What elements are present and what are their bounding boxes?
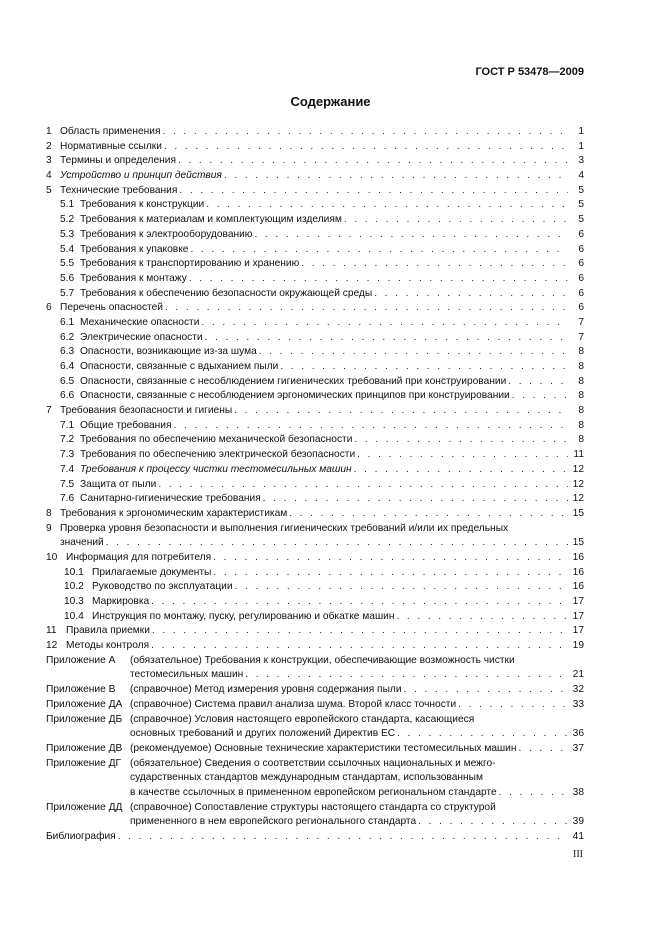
appendix-page: 37: [572, 742, 584, 754]
toc-entry[interactable]: [46, 244, 584, 259]
toc-entry-page: 4: [578, 170, 584, 182]
appendix-line: [46, 699, 584, 714]
leader-dots: [189, 273, 568, 284]
leader-dots: [499, 787, 568, 798]
toc-entry-number: 7.5: [60, 478, 75, 490]
toc-entry[interactable]: [46, 390, 584, 405]
toc-entry-title-cont: значений: [60, 537, 104, 549]
toc-entry-number: 10.1: [64, 566, 84, 578]
appendix-text: в качестве ссылочных в примененном европейском региональном стандарте: [130, 786, 497, 798]
leader-dots: [301, 258, 568, 269]
toc-entry[interactable]: [46, 376, 584, 391]
toc-entry-page: 17: [572, 596, 584, 607]
appendix-key: Приложение В: [46, 684, 116, 696]
toc-entry[interactable]: [46, 640, 584, 655]
toc-entry-number: 10: [46, 551, 58, 563]
appendix-entry[interactable]: [46, 699, 584, 714]
toc-entry-page: 3: [578, 155, 584, 167]
leader-dots: [357, 449, 568, 460]
toc-entry-number: 5.2: [60, 214, 75, 226]
toc-entry[interactable]: [46, 317, 584, 332]
leader-dots: [151, 596, 568, 607]
toc-entry-page: 8: [578, 405, 584, 417]
toc-entry-title: Защита от пыли: [80, 478, 157, 490]
appendix-page: 33: [572, 698, 584, 710]
toc-entry-number: 7.2: [60, 434, 75, 446]
toc-entry-number: 6.4: [60, 361, 75, 372]
bibliography-page: 41: [572, 831, 584, 842]
toc-entry[interactable]: [46, 493, 584, 508]
toc-entry-page: 6: [578, 258, 584, 270]
toc-entry[interactable]: [46, 155, 584, 170]
toc-entry-number: 7.3: [60, 449, 75, 461]
toc-entry-number: 8: [46, 507, 52, 519]
toc-entry-page: 15: [572, 507, 584, 519]
toc-entry-title: Устройство и принцип действия: [60, 170, 222, 182]
bibliography-entry[interactable]: [46, 831, 584, 846]
leader-dots: [396, 611, 568, 622]
toc-entry-title: Электрические опасности: [80, 331, 203, 343]
toc-entry-title: Опасности, связанные с несоблюдением эргономических принципов при конструировании: [80, 390, 510, 402]
leader-dots: [151, 640, 568, 651]
toc-entry-title: Информация для потребителя: [66, 551, 212, 563]
toc-entry[interactable]: [46, 229, 584, 244]
toc-entry-title: Проверка уровня безопасности и выполнения гигиенических требований и/или их предельных: [60, 522, 509, 534]
leader-dots: [190, 244, 568, 255]
leader-dots: [224, 170, 568, 181]
toc-entry-number: 7.4: [60, 463, 75, 475]
leader-dots: [235, 581, 568, 592]
toc-entry[interactable]: [46, 449, 584, 464]
appendix-text: (обязательное) Сведения о соответствии ссылочных национальных и межго-: [130, 757, 496, 769]
toc-entry-title: Требования к эргономическим характеристикам: [60, 507, 288, 519]
toc-entry-title: Технические требования: [60, 184, 178, 196]
leader-dots: [206, 199, 568, 210]
toc-entry-number: 9: [46, 522, 52, 534]
page-number: III: [573, 849, 583, 860]
appendix-line: [46, 758, 584, 773]
toc-entry[interactable]: [46, 420, 584, 435]
toc-entry-page: 6: [578, 302, 584, 314]
leader-dots: [152, 625, 568, 636]
appendix-text: (справочное) Условия настоящего европейского стандарта, касающиеся: [130, 713, 475, 725]
appendix-key: Приложение ДБ: [46, 713, 123, 725]
appendix-text: (рекомендуемое) Основные технические характеристики тестомесильных машин: [130, 742, 517, 754]
toc-entry[interactable]: [46, 214, 584, 229]
appendix-page: 32: [572, 684, 584, 696]
leader-dots: [174, 420, 568, 431]
leader-dots: [374, 288, 568, 299]
toc-entry-page: 8: [578, 434, 584, 446]
toc-entry-page: 19: [572, 640, 584, 652]
toc-entry[interactable]: [46, 199, 584, 214]
toc-entry[interactable]: [46, 523, 584, 552]
toc-entry-number: 10.3: [64, 596, 84, 607]
appendix-entry[interactable]: [46, 802, 584, 831]
toc-entry-number: 4: [46, 170, 52, 182]
leader-dots: [354, 464, 568, 475]
toc-entry[interactable]: [46, 185, 584, 200]
leader-dots: [508, 376, 568, 387]
toc-entry-title: Перечень опасностей: [60, 302, 163, 314]
toc-entry-page: 5: [578, 199, 584, 211]
toc-entry[interactable]: [46, 434, 584, 449]
toc-entry[interactable]: [46, 552, 584, 567]
leader-dots: [354, 434, 568, 445]
appendix-page: 38: [572, 786, 584, 798]
toc-entry-number: 10.4: [64, 610, 84, 622]
leader-dots: [259, 346, 568, 357]
bibliography-title: Библиография: [46, 831, 116, 842]
toc-entry-title: Правила приемки: [66, 625, 150, 637]
toc-entry-page: 8: [578, 390, 584, 402]
toc-entry-number: 6.3: [60, 346, 75, 358]
toc-entry[interactable]: [46, 464, 584, 479]
toc-entry[interactable]: [46, 361, 584, 376]
page-title: Содержание: [290, 94, 371, 109]
appendix-text: сударственных стандартов международным стандартам, использованным: [130, 772, 483, 784]
appendix-text: тестомесильных машин: [130, 669, 244, 681]
toc-entry-page: 1: [578, 126, 584, 137]
leader-dots: [213, 567, 568, 578]
toc-entry-title: Прилагаемые документы: [92, 566, 212, 578]
leader-dots: [512, 390, 568, 401]
appendix-line: [46, 743, 584, 758]
toc-entry-page: 7: [578, 331, 584, 343]
toc-entry-page: 5: [578, 184, 584, 196]
appendix-text: (справочное) Метод измерения уровня содержания пыли: [130, 684, 402, 696]
toc-entry-page: 11: [573, 449, 584, 461]
toc-entry-title: Общие требования: [80, 419, 172, 431]
appendix-page: 36: [572, 728, 584, 740]
standard-header: ГОСТ Р 53478—2009: [475, 66, 584, 78]
toc-entry[interactable]: [46, 258, 584, 273]
toc-entry-title: Требования по обеспечению электрической безопасности: [80, 449, 356, 461]
toc-entry-number: 5.7: [60, 287, 75, 299]
appendix-page: 21: [572, 669, 584, 681]
leader-dots: [162, 126, 568, 137]
appendix-entry[interactable]: [46, 714, 584, 743]
toc-entry[interactable]: [46, 611, 584, 626]
toc-entry-page: 1: [578, 140, 584, 152]
leader-dots: [201, 317, 568, 328]
appendix-entry[interactable]: [46, 684, 584, 699]
toc-entry[interactable]: [46, 508, 584, 523]
toc-entry-title: Требования безопасности и гигиены: [60, 405, 233, 417]
toc-entry-number: 2: [46, 140, 52, 152]
leader-dots: [289, 508, 568, 519]
toc-entry-number: 10.2: [64, 581, 84, 593]
leader-dots: [245, 669, 568, 680]
toc-entry-number: 5.5: [60, 258, 75, 270]
toc-entry-page: 6: [578, 287, 584, 299]
appendix-line: [46, 714, 584, 729]
appendix-key: Приложение А: [46, 654, 116, 666]
toc-entry-title: Методы контроля: [66, 640, 150, 652]
toc-entry[interactable]: [46, 273, 584, 288]
toc-entry-title: Санитарно-гигиенические требования: [80, 493, 261, 505]
toc-entry-number: 5.1: [60, 199, 75, 211]
toc-entry[interactable]: [46, 141, 584, 156]
toc-entry-title: Опасности, связанные с вдыханием пыли: [80, 361, 279, 372]
appendix-line: [46, 772, 584, 787]
toc-entry-number: 5: [46, 184, 52, 196]
appendix-key: Приложение ДД: [46, 801, 123, 813]
toc-entry[interactable]: [46, 126, 584, 141]
toc-entry-title: Требования к процессу чистки тестомесильных машин: [80, 463, 352, 475]
leader-dots: [519, 743, 568, 754]
toc-entry-number: 6.6: [60, 390, 75, 402]
toc-entry[interactable]: [46, 479, 584, 494]
leader-dots: [165, 302, 568, 313]
appendix-line: [46, 787, 584, 802]
appendix-line: [46, 802, 584, 817]
toc-entry-line: [46, 523, 584, 538]
toc-entry-page: 6: [578, 228, 584, 240]
leader-dots: [178, 155, 568, 166]
leader-dots: [254, 229, 568, 240]
toc-entry[interactable]: [46, 170, 584, 185]
toc-entry-page: 16: [572, 551, 584, 563]
leader-dots: [234, 405, 568, 416]
toc-entry[interactable]: [46, 332, 584, 347]
toc-entry-number: 5.4: [60, 243, 75, 255]
toc-entry[interactable]: [46, 596, 584, 611]
toc-entry[interactable]: [46, 567, 584, 582]
appendix-text: примененного в нем европейского регионального стандарта: [130, 816, 417, 828]
toc-entry-page: 16: [572, 581, 584, 593]
toc-entry-number: 7.6: [60, 493, 75, 505]
toc-entry-page: 8: [578, 375, 584, 387]
toc-entry-number: 12: [46, 640, 58, 652]
toc-entry-title: Маркировка: [92, 596, 150, 607]
toc-entry-title: Требования к материалам и комплектующим изделиям: [80, 214, 342, 226]
leader-dots: [179, 185, 568, 196]
toc-entry[interactable]: [46, 302, 584, 317]
leader-dots: [397, 728, 568, 739]
appendix-key: Приложение ДГ: [46, 757, 121, 769]
toc-entry-number: 5.3: [60, 228, 75, 240]
leader-dots: [280, 361, 568, 372]
toc-entry-number: 5.6: [60, 272, 75, 284]
appendix-line: [46, 655, 584, 670]
leader-dots: [164, 141, 568, 152]
appendix-text: (обязательное) Требования к конструкции, обеспечивающие возможность чистки: [130, 654, 515, 666]
toc-entry-title: Термины и определения: [60, 155, 176, 167]
toc-entry-title: Область применения: [60, 126, 161, 137]
toc-entry-page: 17: [572, 610, 584, 622]
toc-entry-page: 12: [572, 463, 584, 475]
table-of-contents: [46, 126, 584, 846]
toc-entry-number: 1: [46, 126, 52, 137]
appendix-line: [46, 669, 584, 684]
toc-entry-title: Требования к конструкции: [80, 199, 205, 211]
toc-entry-number: 7: [46, 405, 52, 417]
toc-entry-title: Инструкция по монтажу, пуску, регулированию и обкатке машин: [92, 610, 395, 622]
appendix-entry[interactable]: [46, 655, 584, 684]
toc-entry[interactable]: [46, 405, 584, 420]
toc-entry-title: Требования к обеспечению безопасности окружающей среды: [80, 287, 373, 299]
leader-dots: [118, 831, 568, 842]
toc-entry-number: 6: [46, 302, 52, 314]
toc-entry-page: 15: [572, 537, 584, 549]
toc-entry-title: Требования по обеспечению механической безопасности: [80, 434, 353, 446]
toc-entry[interactable]: [46, 346, 584, 361]
appendix-text: основных требований и других положений Директив ЕС: [130, 728, 396, 740]
toc-entry-number: 6.2: [60, 331, 75, 343]
appendix-line: [46, 728, 584, 743]
toc-entry-page: 12: [572, 493, 584, 505]
leader-dots: [158, 479, 568, 490]
leader-dots: [344, 214, 568, 225]
toc-entry-title: Требования к упаковке: [80, 243, 189, 255]
appendix-page: 39: [572, 816, 584, 828]
leader-dots: [263, 493, 568, 504]
appendix-line: [46, 816, 584, 831]
toc-entry-number: 11: [46, 625, 57, 637]
toc-entry-page: 6: [578, 272, 584, 284]
appendix-key: Приложение ДА: [46, 698, 123, 710]
toc-entry-title: Требования к транспортированию и хранению: [80, 258, 300, 270]
toc-entry-page: 5: [578, 214, 584, 226]
toc-entry-title: Требования к монтажу: [80, 272, 187, 284]
toc-entry[interactable]: [46, 581, 584, 596]
appendix-entry[interactable]: [46, 743, 584, 758]
appendix-entry[interactable]: [46, 758, 584, 802]
appendix-text: (справочное) Сопоставление структуры настоящего стандарта со структурой: [130, 801, 496, 813]
toc-entry-title: Опасности, возникающие из-за шума: [80, 346, 257, 358]
toc-entry-title: Механические опасности: [80, 316, 200, 328]
leader-dots: [106, 537, 568, 548]
appendix-text: (справочное) Система правил анализа шума. Второй класс точности: [130, 698, 457, 710]
leader-dots: [458, 699, 568, 710]
toc-entry-number: 7.1: [60, 419, 75, 431]
leader-dots: [404, 684, 568, 695]
toc-entry-page: 6: [578, 243, 584, 255]
toc-entry-number: 3: [46, 155, 52, 167]
toc-entry-title: Руководство по эксплуатации: [92, 581, 233, 593]
toc-entry-page: 16: [572, 566, 584, 578]
appendix-line: [46, 684, 584, 699]
toc-entry-number: 6.1: [60, 316, 75, 328]
toc-entry-title: Требования к электрооборудованию: [80, 228, 253, 240]
toc-entry-line: [46, 537, 584, 552]
toc-entry[interactable]: [46, 288, 584, 303]
toc-entry[interactable]: [46, 625, 584, 640]
appendix-key: Приложение ДВ: [46, 742, 123, 754]
toc-entry-page: 7: [578, 316, 584, 328]
leader-dots: [205, 332, 568, 343]
toc-entry-page: 17: [572, 625, 584, 637]
leader-dots: [213, 552, 568, 563]
leader-dots: [418, 816, 568, 827]
toc-entry-title: Нормативные ссылки: [60, 140, 162, 152]
toc-entry-page: 12: [572, 478, 584, 490]
toc-entry-page: 8: [578, 419, 584, 431]
toc-entry-page: 8: [578, 346, 584, 358]
toc-entry-number: 6.5: [60, 375, 75, 387]
toc-entry-title: Опасности, связанные с несоблюдением гигиенических требований при конструировании: [80, 375, 507, 387]
toc-entry-page: 8: [578, 361, 584, 372]
